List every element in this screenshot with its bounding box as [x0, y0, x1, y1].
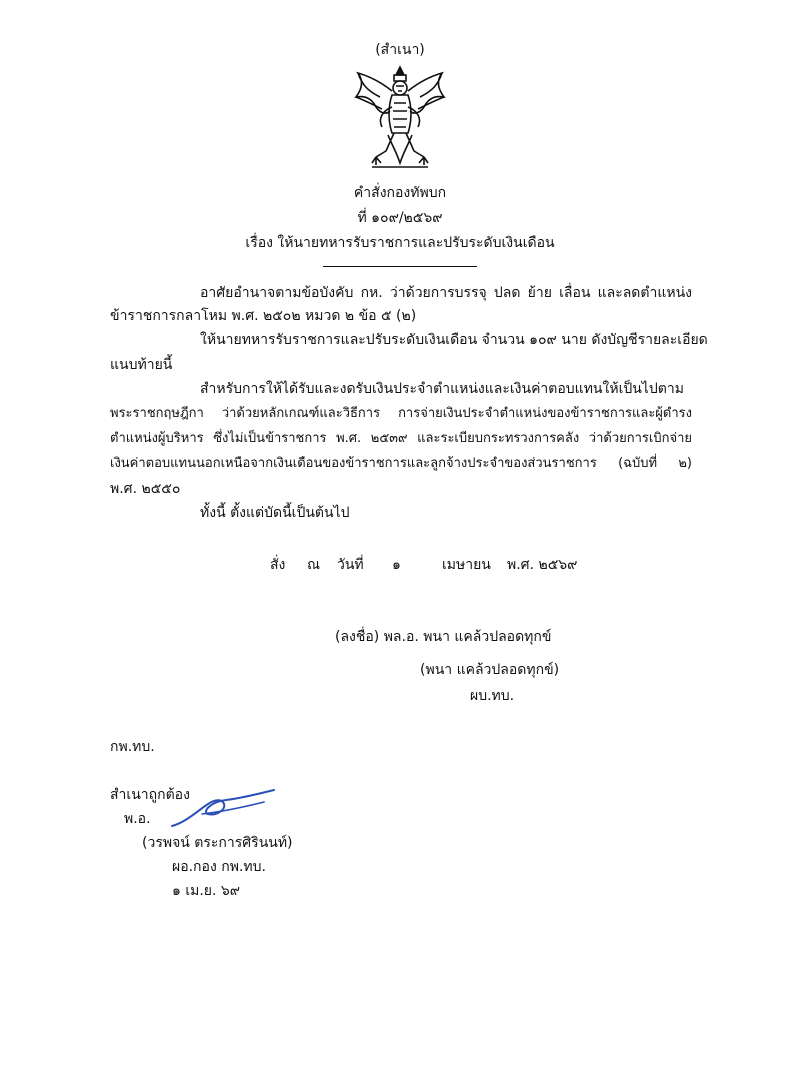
order-date-word-1: สั่ง: [270, 557, 286, 573]
paragraph-3-line-2: พระราชกฤษฎีกา ว่าด้วยหลักเกณฑ์และวิธีการ การจ่ายเงินประจำตำแหน่งของข้าราชการและผู้ดำรง: [110, 406, 692, 421]
distribution: กพ.ทบ.: [110, 739, 155, 755]
header-divider: [323, 266, 477, 267]
certifier-name: (วรพจน์ ตระการศิรินนท์): [142, 835, 293, 851]
copy-mark: (สำเนา): [375, 42, 425, 58]
order-title: คำสั่งกองทัพบก: [353, 185, 447, 201]
signer-position: ผบ.ทบ.: [470, 688, 515, 704]
paragraph-3-line-1: สำหรับการให้ได้รับและงดรับเงินประจำตำแหน่งและเงินค่าตอบแทนให้เป็นไปตาม: [200, 381, 684, 397]
order-number: ที่ ๑๐๙/๒๕๖๙: [357, 210, 443, 226]
order-date-word-3: วันที่: [337, 557, 364, 573]
signed-by-line: (ลงชื่อ) พล.อ. พนา แคล้วปลอดทุกข์: [335, 629, 552, 645]
certifier-rank: พ.อ.: [124, 811, 151, 827]
certification-date: ๑ เม.ย. ๖๙: [172, 883, 241, 899]
paragraph-3-line-4: เงินค่าตอบแทนนอกเหนือจากเงินเดือนของข้าราชการและลูกจ้างประจำของส่วนราชการ (ฉบับที่ ๒): [110, 456, 692, 471]
signer-name: (พนา แคล้วปลอดทุกข์): [420, 662, 560, 678]
garuda-emblem-icon: [352, 63, 448, 175]
paragraph-1-line-1: อาศัยอำนาจตามข้อบังคับ กห. ว่าด้วยการบรรจุ ปลด ย้าย เลื่อน และลดตำแหน่ง: [200, 285, 692, 301]
order-subject: เรื่อง ให้นายทหารรับราชการและปรับระดับเงินเดือน: [245, 235, 555, 251]
paragraph-3-line-5: พ.ศ. ๒๕๕๐: [110, 481, 181, 497]
paragraph-2-line-2: แนบท้ายนี้: [110, 357, 173, 373]
certifier-position: ผอ.กอง กพ.ทบ.: [172, 859, 266, 875]
order-date-year: พ.ศ. ๒๕๖๙: [507, 557, 578, 573]
certified-copy-label: สำเนาถูกต้อง: [110, 787, 190, 803]
order-date-month: เมษายน: [442, 557, 491, 573]
paragraph-2-line-1: ให้นายทหารรับราชการและปรับระดับเงินเดือน จำนวน ๑๐๙ นาย ดังบัญชีรายละเอียด: [200, 332, 708, 348]
order-date-day: ๑: [392, 557, 401, 573]
paragraph-1-line-2: ข้าราชการกลาโหม พ.ศ. ๒๕๐๒ หมวด ๒ ข้อ ๕ (๒): [110, 308, 417, 324]
paragraph-4: ทั้งนี้ ตั้งแต่บัดนี้เป็นต้นไป: [200, 505, 350, 521]
paragraph-3-line-3: ตำแหน่งผู้บริหาร ซึ่งไม่เป็นข้าราชการ พ.ศ. ๒๕๓๙ และระเบียบกระทรวงการคลัง ว่าด้วยการเบิกจ่าย: [110, 431, 692, 446]
handwritten-signature-icon: [168, 786, 280, 834]
order-date-word-2: ณ: [307, 557, 320, 573]
